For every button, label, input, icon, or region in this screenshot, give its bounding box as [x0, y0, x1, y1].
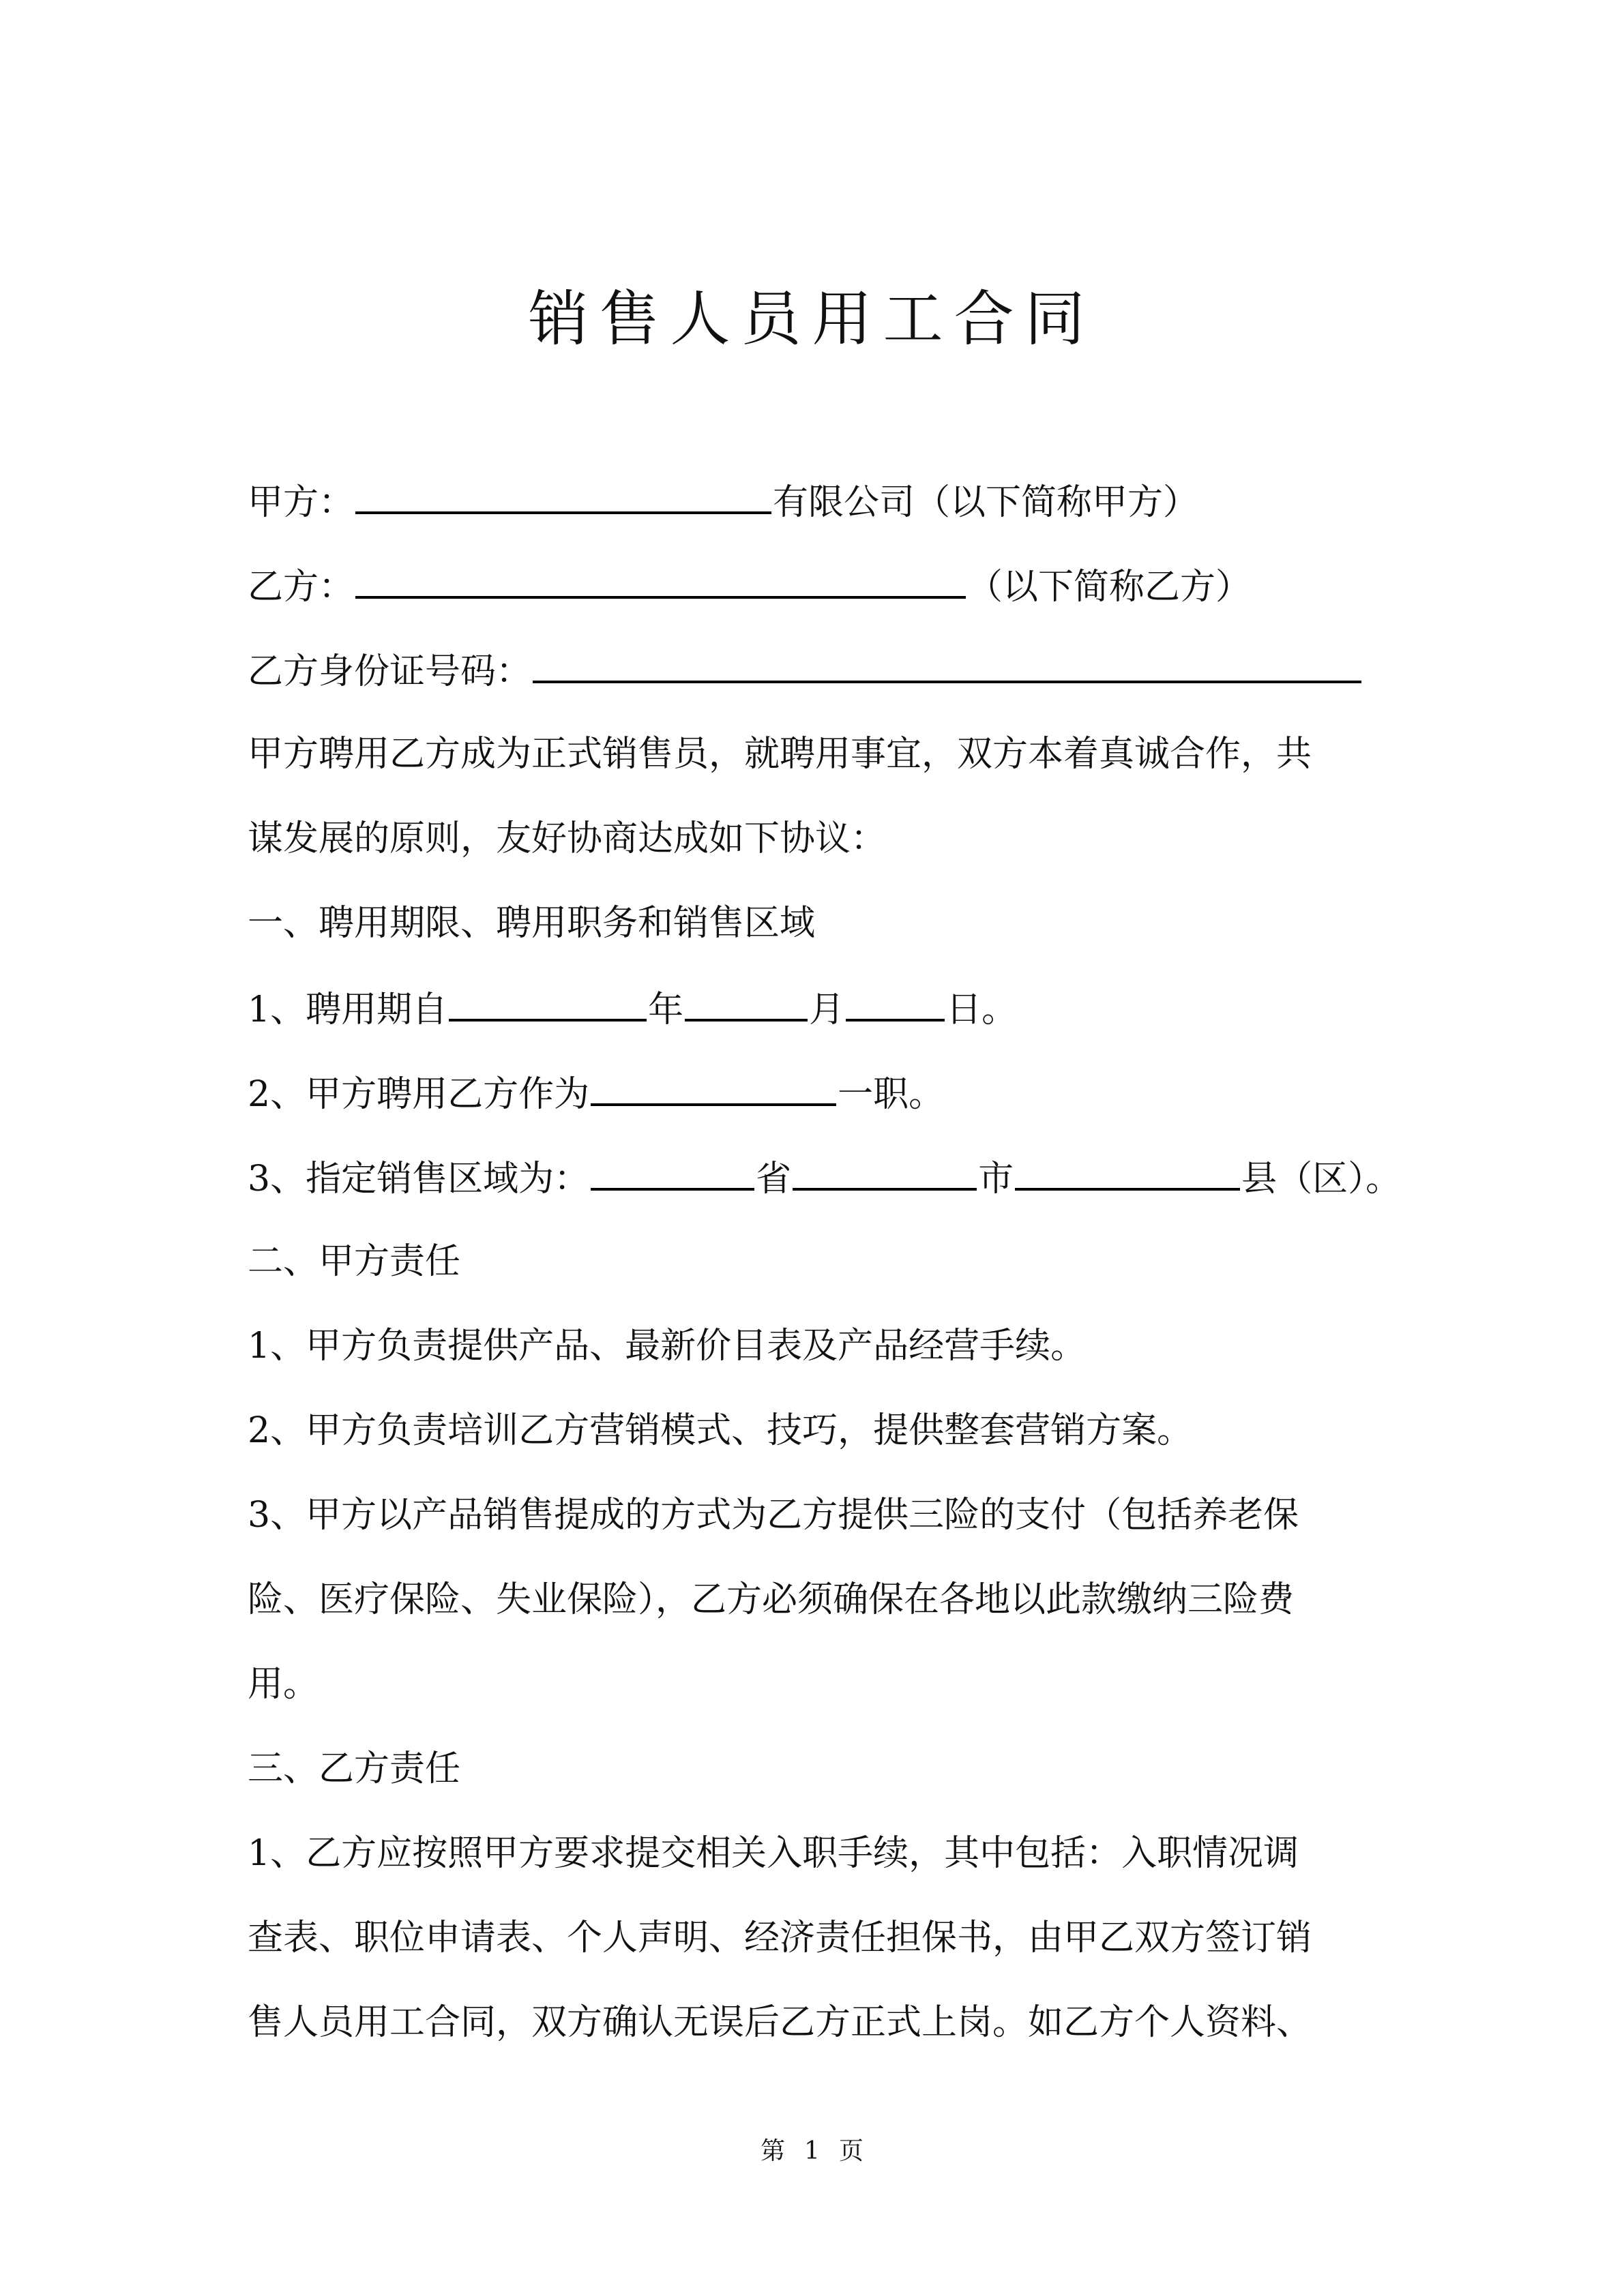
term-prefix: 1、聘用期自	[248, 989, 448, 1030]
footer-prefix: 第	[761, 2137, 786, 2165]
position-prefix: 2、甲方聘用乙方作为	[248, 1074, 590, 1115]
party-b-blank	[355, 561, 966, 599]
party-b-label: 乙方：	[248, 567, 355, 608]
intro-line-1: 甲方聘用乙方成为正式销售员，就聘用事宜，双方本着真诚合作，共	[248, 734, 1312, 775]
province-label: 省	[756, 1159, 792, 1199]
page-footer	[0, 2134, 1624, 2168]
section2-line: 3、甲方以产品销售提成的方式为乙方提供三险的支付（包括养老保	[248, 1495, 1299, 1536]
year-label: 年	[648, 989, 684, 1030]
city-blank	[793, 1152, 977, 1191]
section3-line: 查表、职位申请表、个人声明、经济责任担保书，由甲乙双方签订销	[248, 1918, 1312, 1958]
month-blank	[685, 983, 808, 1022]
year-blank	[449, 983, 647, 1022]
region-prefix: 3、指定销售区域为：	[248, 1159, 590, 1199]
footer-suffix: 页	[838, 2137, 863, 2165]
party-a-line	[248, 476, 1400, 527]
section2-heading: 二、甲方责任	[248, 1241, 461, 1282]
province-blank	[591, 1152, 754, 1191]
id-number-line	[248, 645, 1400, 696]
region-line	[248, 1152, 1400, 1204]
section3-line: 1、乙方应按照甲方要求提交相关入职手续，其中包括：入职情况调	[248, 1833, 1299, 1874]
party-a-blank	[355, 476, 771, 514]
document-title: 销售人员用工合同	[528, 284, 1096, 354]
position-line	[248, 1068, 1400, 1119]
page-number: 1	[804, 2137, 820, 2165]
section2-line: 1、甲方负责提供产品、最新价目表及产品经营手续。	[248, 1326, 1087, 1367]
section2-line: 险、医疗保险、失业保险），乙方必须确保在各地以此款缴纳三险费	[248, 1579, 1295, 1620]
day-label: 日。	[946, 989, 1018, 1030]
county-label: 县（区）。	[1241, 1159, 1402, 1199]
party-a-suffix: 有限公司（以下简称甲方）	[773, 482, 1199, 523]
month-label: 月	[809, 989, 845, 1030]
id-number-label: 乙方身份证号码：	[248, 651, 532, 692]
position-suffix: 一职。	[838, 1074, 945, 1115]
position-blank	[591, 1068, 836, 1106]
term-line	[248, 983, 1400, 1034]
section2-line: 2、甲方负责培训乙方营销模式、技巧，提供整套营销方案。	[248, 1410, 1193, 1451]
party-b-line	[248, 561, 1400, 612]
section3-heading: 三、乙方责任	[248, 1748, 461, 1789]
city-label: 市	[978, 1159, 1014, 1199]
party-a-label: 甲方：	[248, 482, 355, 523]
section1-heading: 一、聘用期限、聘用职务和销售区域	[248, 903, 816, 944]
section3-line: 售人员用工合同，双方确认无误后乙方正式上岗。如乙方个人资料、	[248, 2002, 1312, 2043]
county-blank	[1015, 1152, 1240, 1191]
section2-line: 用。	[248, 1664, 319, 1705]
id-number-blank	[533, 645, 1361, 683]
intro-line-2: 谋发展的原则，友好协商达成如下协议：	[248, 818, 887, 859]
day-blank	[846, 983, 945, 1022]
party-b-suffix: （以下简称乙方）	[967, 567, 1252, 608]
